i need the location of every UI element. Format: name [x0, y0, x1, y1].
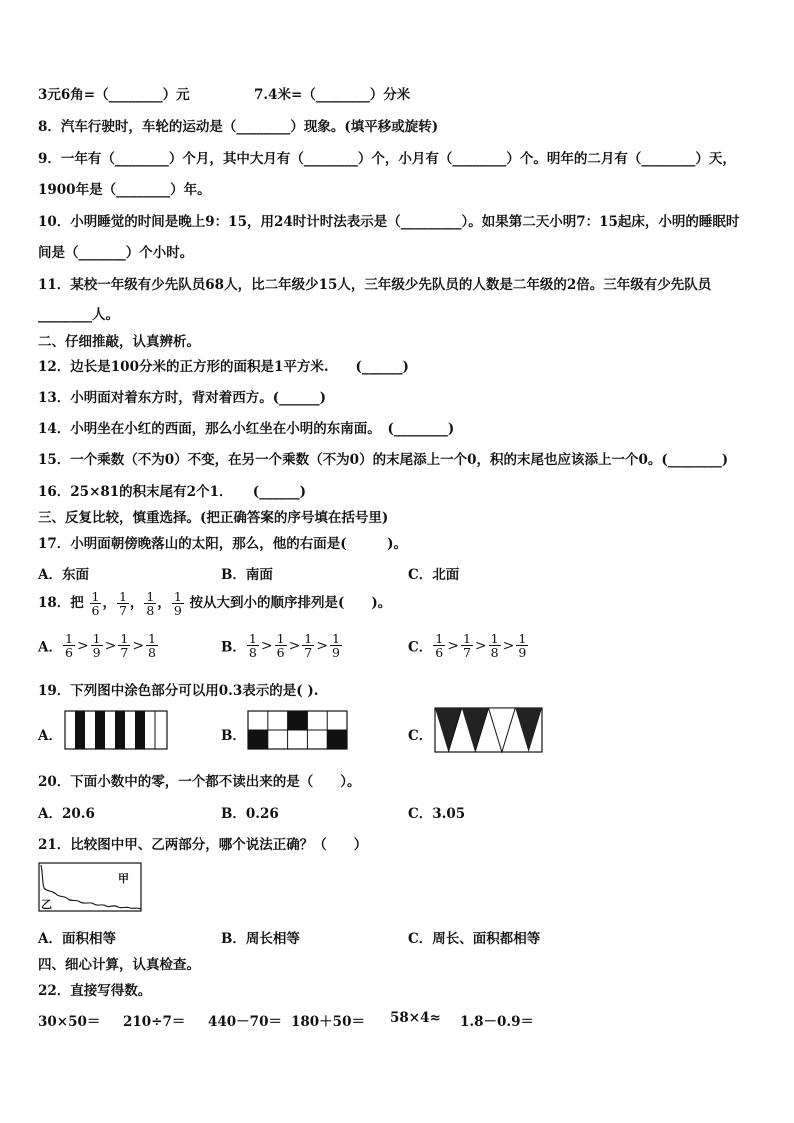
- q18-option-b: [221, 632, 343, 659]
- fraction-numerator: 1: [118, 589, 127, 604]
- fraction-numerator: 1: [331, 631, 340, 646]
- fraction: [302, 632, 314, 659]
- fraction: [330, 632, 342, 659]
- fraction-denominator: 6: [435, 645, 444, 660]
- option-a: A．面积相等: [38, 931, 116, 947]
- option-c: C．北面: [408, 567, 460, 583]
- option-b: B．0.26: [221, 806, 279, 822]
- fraction: [247, 632, 259, 659]
- q18-option-a: [38, 632, 159, 659]
- fraction-denominator: 9: [92, 645, 101, 660]
- fraction: [91, 632, 103, 659]
- option-c: C．: [408, 728, 433, 744]
- fraction-numerator: 1: [91, 589, 100, 604]
- option-a: A．20.6: [38, 806, 95, 822]
- figure-c-triangles: [434, 707, 544, 755]
- fraction-denominator: 8: [248, 645, 257, 660]
- question-20: 20．下面小数中的零，一个都不读出来的是（ ）。: [38, 774, 361, 790]
- question-9-line-1: 9．一年有（________）个月，其中大月有（________）个，小月有（________）个。明年的二月有（________）天，: [38, 151, 736, 167]
- calc-item-1: 30×50＝: [38, 1014, 101, 1030]
- question-22: 22．直接写得数。: [38, 983, 152, 999]
- fraction: [118, 632, 130, 659]
- calc-item-3: 440－70＝: [208, 1014, 282, 1030]
- fraction-1-6: [90, 590, 102, 617]
- fraction-numerator: 1: [120, 631, 129, 646]
- calc-item-2: 210÷7＝: [123, 1014, 186, 1030]
- calc-item-4: 180＋50＝: [291, 1014, 365, 1030]
- fraction-numerator: 1: [304, 631, 313, 646]
- calc-item-6: 1.8－0.9＝: [460, 1014, 534, 1030]
- q18-option-c: [408, 632, 529, 659]
- fraction-1-7: [117, 590, 129, 617]
- figure-jia-yi: [38, 862, 144, 914]
- fraction-denominator: 8: [490, 645, 499, 660]
- fill-blank-meter: 7.4米=（________）分米: [254, 87, 411, 103]
- fraction: [461, 632, 473, 659]
- question-10-line-2: 间是（_______）个小时。: [38, 245, 194, 261]
- fraction-numerator: 1: [276, 631, 285, 646]
- fraction-denominator: 8: [146, 603, 155, 618]
- fill-blank-yuan: 3元6角=（________）元: [38, 87, 190, 103]
- option-b: B．周长相等: [221, 931, 300, 947]
- greater-than-sign: >: [104, 637, 117, 654]
- fraction-numerator: 1: [148, 631, 156, 646]
- fraction: [63, 632, 75, 659]
- fraction-denominator: 8: [148, 645, 156, 660]
- fraction-denominator: 6: [276, 645, 285, 660]
- fraction: [516, 632, 528, 659]
- fraction-denominator: 9: [173, 603, 182, 618]
- fraction-denominator: 7: [304, 645, 313, 660]
- fraction-numerator: 1: [64, 631, 73, 646]
- fraction-numerator: 1: [490, 631, 499, 646]
- fraction-denominator: 7: [120, 645, 129, 660]
- option-c: C．3.05: [408, 806, 466, 822]
- greater-than-sign: >: [76, 637, 89, 654]
- question-18: [38, 590, 391, 617]
- fraction-numerator: 1: [92, 631, 101, 646]
- fraction: [146, 632, 158, 659]
- fraction-numerator: 1: [146, 589, 155, 604]
- greater-than-sign: >: [447, 637, 459, 654]
- option-a: A．: [38, 728, 62, 744]
- fraction-numerator: 1: [435, 631, 444, 646]
- comma: ，: [102, 595, 116, 611]
- section-3-heading: 三、反复比较，慎重选择。(把正确答案的序号填在括号里): [38, 510, 389, 526]
- fraction: [433, 632, 445, 659]
- figure-b-grid: [247, 710, 349, 752]
- question-14: 14．小明坐在小红的西面，那么小红坐在小明的东南面。 (________): [38, 421, 455, 437]
- fraction-numerator: 1: [173, 589, 182, 604]
- section-4-heading: 四、细心计算，认真检查。: [38, 957, 200, 973]
- question-18-prefix: 18．把: [38, 595, 84, 611]
- comma: ，: [129, 595, 144, 611]
- fraction-numerator: 1: [248, 631, 257, 646]
- question-10-line-1: 10．小明睡觉的时间是晚上9：15，用24时计时法表示是（_________）。如果第二天小明7：15起床，小明的睡眠时: [38, 214, 740, 230]
- fraction-denominator: 9: [518, 645, 527, 660]
- calc-item-5: 58×4≈: [390, 1010, 441, 1026]
- fraction: [275, 632, 287, 659]
- fraction-numerator: 1: [518, 631, 527, 646]
- fraction-denominator: 7: [462, 645, 471, 660]
- question-12: 12．边长是100分米的正方形的面积是1平方米. (______): [38, 359, 409, 375]
- option-b: B．南面: [221, 567, 273, 583]
- comma: ，: [157, 595, 171, 611]
- greater-than-sign: >: [316, 637, 328, 654]
- option-c: C．周长、面积都相等: [408, 931, 541, 947]
- figure-a-stripes: [64, 710, 170, 752]
- question-17: 17．小明面朝傍晚落山的太阳，那么，他的右面是( )。: [38, 536, 408, 552]
- fraction-1-9: [172, 590, 184, 617]
- question-19: 19．下列图中涂色部分可以用0.3表示的是( ).: [38, 683, 319, 699]
- label-jia: 甲: [118, 872, 129, 885]
- question-13: 13．小明面对着东方时，背对着西方。(______): [38, 390, 327, 406]
- fraction: [489, 632, 501, 659]
- greater-than-sign: >: [474, 637, 487, 654]
- option-label: A．: [38, 639, 62, 656]
- fraction-denominator: 6: [91, 603, 100, 618]
- question-11-line-1: 11．某校一年级有少先队员68人，比二年级少15人，三年级少先队员的人数是二年级的2倍。三年级有少先队员: [38, 277, 712, 293]
- question-15: 15．一个乘数（不为0）不变，在另一个乘数（不为0）的末尾添上一个0，积的末尾也应该添上一个0。(________): [38, 452, 729, 468]
- fraction-denominator: 7: [118, 603, 127, 618]
- question-21: 21．比较图中甲、乙两部分，哪个说法正确？（ ）: [38, 837, 368, 853]
- fraction-1-8: [144, 590, 156, 617]
- option-a: A．东面: [38, 567, 89, 583]
- section-2-heading: 二、仔细推敲，认真辨析。: [38, 334, 200, 350]
- question-16: 16．25×81的积末尾有2个1． (______): [38, 484, 306, 500]
- greater-than-sign: >: [132, 637, 145, 654]
- question-8: 8．汽车行驶时，车轮的运动是（________）现象。(填平移或旋转): [38, 119, 439, 135]
- fraction-numerator: 1: [462, 631, 471, 646]
- greater-than-sign: >: [502, 637, 515, 654]
- question-18-suffix: 按从大到小的顺序排列是( )。: [189, 595, 392, 611]
- label-yi: 乙: [41, 898, 52, 911]
- fraction-denominator: 9: [331, 645, 340, 660]
- question-11-line-2: ________人。: [38, 307, 119, 323]
- greater-than-sign: >: [260, 637, 273, 654]
- option-b: B．: [221, 728, 246, 744]
- option-label: C．: [408, 639, 433, 656]
- option-label: B．: [221, 639, 246, 656]
- fraction-denominator: 6: [64, 645, 73, 660]
- question-9-line-2: 1900年是（________）年。: [38, 182, 211, 198]
- greater-than-sign: >: [288, 637, 301, 654]
